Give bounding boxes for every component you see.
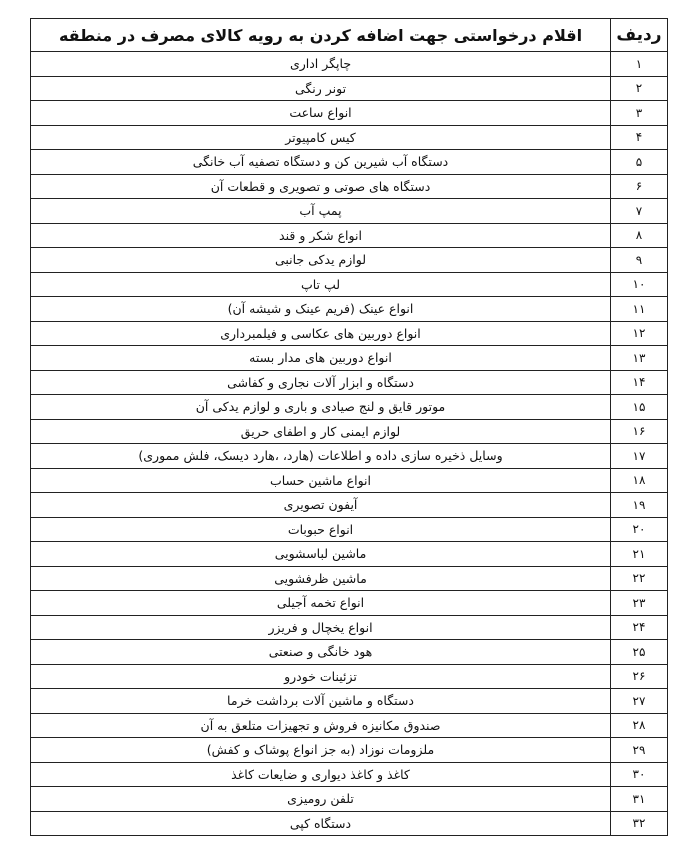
item-name: انواع شکر و قند [31, 223, 611, 248]
row-number: ۱۶ [611, 419, 668, 444]
item-name: دستگاه کپی [31, 811, 611, 836]
table-row [31, 248, 668, 273]
item-name: چاپگر اداری [31, 52, 611, 77]
row-number: ۱۷ [611, 444, 668, 469]
row-number: ۱۴ [611, 370, 668, 395]
row-number: ۲۶ [611, 664, 668, 689]
table-row [31, 468, 668, 493]
item-name: دستگاه و ابزار آلات نجاری و کفاشی [31, 370, 611, 395]
table-row [31, 689, 668, 714]
item-name: لوازم یدکی جانبی [31, 248, 611, 273]
row-number: ۲۵ [611, 640, 668, 665]
item-name: کاغذ و کاغذ دیواری و ضایعات کاغذ [31, 762, 611, 787]
item-name: دستگاه و ماشین آلات برداشت خرما [31, 689, 611, 714]
row-number: ۱۲ [611, 321, 668, 346]
row-number: ۲۴ [611, 615, 668, 640]
row-number: ۵ [611, 150, 668, 175]
item-name: هود خانگی و صنعتی [31, 640, 611, 665]
row-number: ۲۷ [611, 689, 668, 714]
row-number: ۱ [611, 52, 668, 77]
row-number: ۲۹ [611, 738, 668, 763]
row-number: ۷ [611, 199, 668, 224]
table-row [31, 762, 668, 787]
item-name: دستگاه آب شیرین کن و دستگاه تصفیه آب خانگی [31, 150, 611, 175]
row-number: ۱۹ [611, 493, 668, 518]
row-number: ۲۱ [611, 542, 668, 567]
row-number: ۱۵ [611, 395, 668, 420]
item-name: انواع تخمه آجیلی [31, 591, 611, 616]
row-number: ۲۳ [611, 591, 668, 616]
item-name: انواع ساعت [31, 101, 611, 126]
table-row [31, 370, 668, 395]
table-row [31, 150, 668, 175]
item-name: پمپ آب [31, 199, 611, 224]
header-items-title: اقلام درخواستی جهت اضافه کردن به رویه کالای مصرف در منطقه [31, 19, 611, 52]
table-row [31, 101, 668, 126]
item-name: انواع عینک (فریم عینک و شیشه آن) [31, 297, 611, 322]
item-name: تونر رنگی [31, 76, 611, 101]
table-row [31, 199, 668, 224]
row-number: ۱۳ [611, 346, 668, 371]
table-row [31, 713, 668, 738]
table-row [31, 787, 668, 812]
table-row [31, 517, 668, 542]
items-table [30, 18, 668, 836]
item-name: موتور قایق و لنج صیادی و باری و لوازم یدکی آن [31, 395, 611, 420]
item-name: صندوق مکانیزه فروش و تجهیزات متلعق به آن [31, 713, 611, 738]
item-name: انواع دوربین های عکاسی و فیلمبرداری [31, 321, 611, 346]
header-row-number: ردیف [611, 19, 668, 52]
item-name: ملزومات نوزاد (به جز انواع پوشاک و کفش) [31, 738, 611, 763]
table-row [31, 272, 668, 297]
row-number: ۳۱ [611, 787, 668, 812]
item-name: لپ تاپ [31, 272, 611, 297]
table-row [31, 52, 668, 77]
table-row [31, 125, 668, 150]
table-row [31, 419, 668, 444]
item-name: لوازم ایمنی کار و اطفای حریق [31, 419, 611, 444]
table-row [31, 640, 668, 665]
table-body [31, 52, 668, 836]
item-name: دستگاه های صوتی و تصویری و قطعات آن [31, 174, 611, 199]
table-row [31, 493, 668, 518]
row-number: ۲۸ [611, 713, 668, 738]
table-row [31, 321, 668, 346]
row-number: ۳ [611, 101, 668, 126]
item-name: ماشین لباسشویی [31, 542, 611, 567]
table-row [31, 174, 668, 199]
table-row [31, 395, 668, 420]
row-number: ۹ [611, 248, 668, 273]
table-row [31, 664, 668, 689]
table-row [31, 444, 668, 469]
item-name: آیفون تصویری [31, 493, 611, 518]
row-number: ۶ [611, 174, 668, 199]
item-name: ماشین ظرفشویی [31, 566, 611, 591]
row-number: ۱۸ [611, 468, 668, 493]
table-row [31, 615, 668, 640]
item-name: وسایل ذخیره سازی داده و اطلاعات (هارد، ،هارد دیسک، فلش مموری) [31, 444, 611, 469]
table-row [31, 297, 668, 322]
table-row [31, 591, 668, 616]
row-number: ۳۰ [611, 762, 668, 787]
row-number: ۳۲ [611, 811, 668, 836]
header-row [31, 19, 668, 52]
item-name: انواع دوربین های مدار بسته [31, 346, 611, 371]
row-number: ۱۰ [611, 272, 668, 297]
row-number: ۱۱ [611, 297, 668, 322]
item-name: انواع حبوبات [31, 517, 611, 542]
table-row [31, 223, 668, 248]
row-number: ۸ [611, 223, 668, 248]
item-name: تلفن رومیزی [31, 787, 611, 812]
item-name: کیس کامپیوتر [31, 125, 611, 150]
table-row [31, 811, 668, 836]
row-number: ۴ [611, 125, 668, 150]
row-number: ۲۲ [611, 566, 668, 591]
row-number: ۲۰ [611, 517, 668, 542]
table-row [31, 542, 668, 567]
table-row [31, 738, 668, 763]
item-name: انواع یخچال و فریزر [31, 615, 611, 640]
table-row [31, 76, 668, 101]
item-name: انواع ماشین حساب [31, 468, 611, 493]
row-number: ۲ [611, 76, 668, 101]
item-name: تزئینات خودرو [31, 664, 611, 689]
table-row [31, 346, 668, 371]
table-row [31, 566, 668, 591]
